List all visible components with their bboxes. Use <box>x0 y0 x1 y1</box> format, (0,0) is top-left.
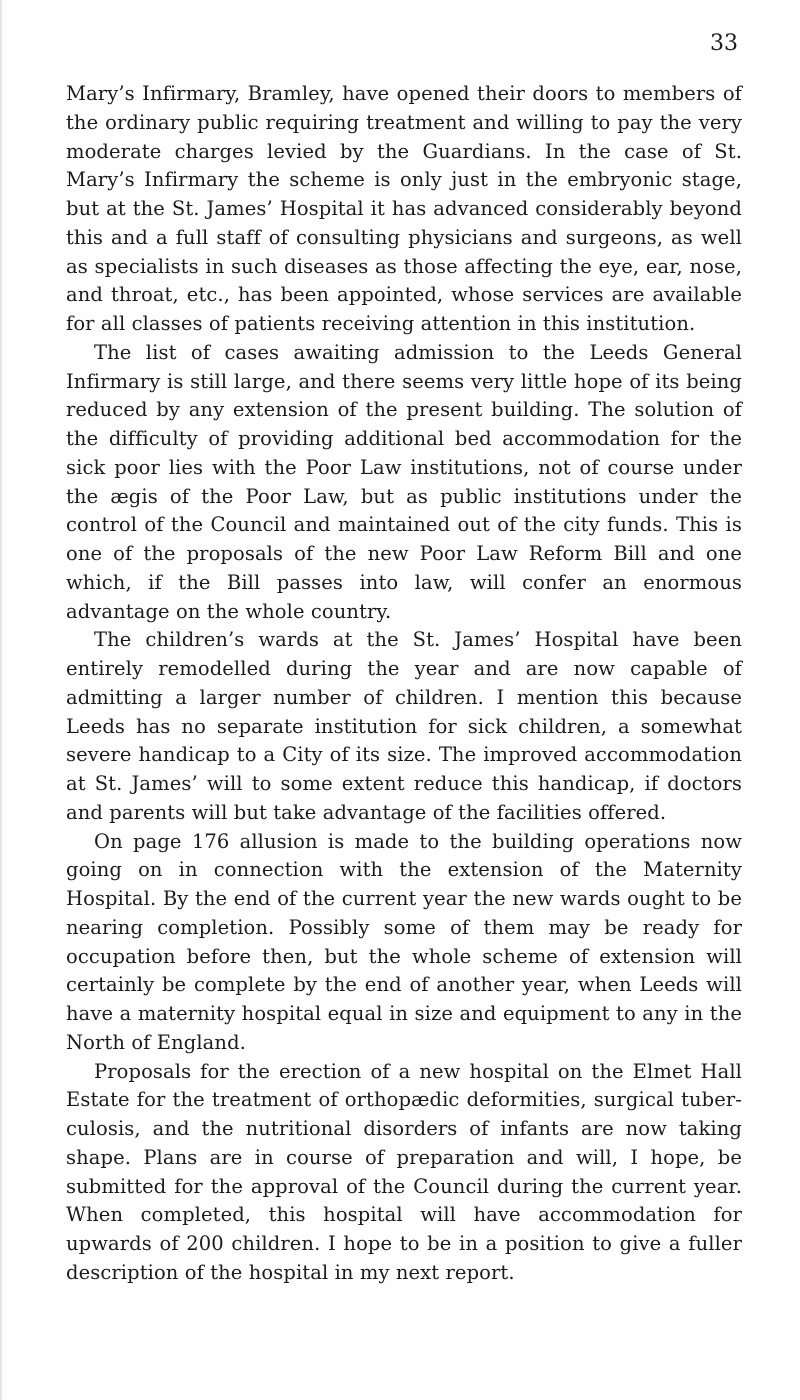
paragraph-1: Mary’s Infirmary, Bramley, have opened their doors to members of the ordinary public requiring treatment and willing to pay the very moderate charges levied by the Guardians. In the case of St. Mary’s Infirmary the scheme is only just in the embryonic stage, but at the St. James’ Hospital it has advanced considerably beyond this and a full staff of consulting physicians and surgeons, as well as specialists in such diseases as those affecting the eye, ear, nose, and throat, etc., has been appointed, whose services are available for all classes of patients receiving attention in this institution. <box>66 82 742 335</box>
page-number: 33 <box>710 31 738 56</box>
paragraph-2: The list of cases awaiting admission to the Leeds General Infirmary is still large, and there seems very little hope of its being reduced by any extension of the present building. The solution of the difficulty of providing additional bed accommodation for the sick poor lies with the Poor Law institutions, not of course under the ægis of the Poor Law, but as public institutions under the control of the Council and maintained out of the city funds. This is one of the proposals of the new Poor Law Reform Bill and one which, if the Bill passes into law, will confer an enormous advantage on the whole country. <box>66 340 742 623</box>
body-text <box>66 80 742 1288</box>
paragraph-3: The children’s wards at the St. James’ Hospital have been entirely remodelled during the year and are now capable of admitting a larger number of children. I mention this because Leeds has no separate institution for sick children, a somewhat severe handicap to a City of its size. The improved accommodation at St. James’ will to some extent reduce this handicap, if doctors and parents will but take advantage of the facilities offered. <box>66 628 742 824</box>
paragraph-5: Proposals for the erection of a new hospital on the Elmet Hall Estate for the treatment of orthopædic deformities, surgical tuber- culosis, and the nutritional disorders of infants are now taking shape. Plans are in course of preparation and will, I hope, be submitted for the approval of the Council during the current year. When completed, this hospital will have accommodation for upwards of 200 children. I hope to be in a position to give a fuller description of the hospital in my next report. <box>66 1059 742 1284</box>
paragraph-4: On page 176 allusion is made to the building operations now going on in connection with the extension of the Maternity Hospital. By the end of the current year the new wards ought to be nearing completion. Possibly some of them may be ready for occupation before then, but the whole scheme of extension will certainly be complete by the end of another year, when Leeds will have a maternity hospital equal in size and equipment to any in the North of England. <box>66 829 742 1054</box>
page-edge-shadow <box>0 0 3 1400</box>
